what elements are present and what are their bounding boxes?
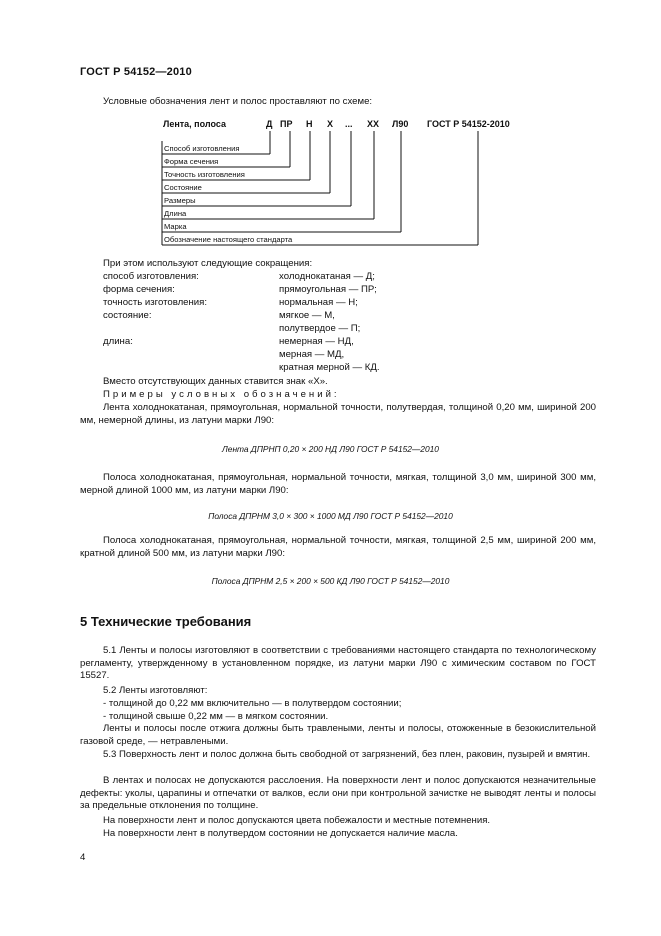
- paragraph-5-2-after: Ленты и полосы после отжига должны быть травлеными, ленты и полосы, отожженные в безокислительной газовой среде, — нетравлеными.: [80, 723, 596, 747]
- abbr-term: состояние:: [103, 310, 152, 321]
- abbr-value: мягкое — М,: [279, 310, 335, 321]
- paragraph-5-1: 5.1 Ленты и полосы изготовляют в соответствии с требованиями настоящего стандарта по технологическому регламенту, утвержденному в установленном порядке, из латуни марки Л90 с химическим составом по ГОСТ 15527.: [80, 645, 596, 682]
- scheme-label-method: Способ изготовления: [164, 144, 240, 153]
- abbr-value: нормальная — Н;: [279, 297, 358, 308]
- scheme-intro: Условные обозначения лент и полос проставляют по схеме:: [103, 96, 373, 107]
- paragraph-5-3-d: На поверхности лент в полутвердом состоянии не допускается наличие масла.: [103, 828, 458, 839]
- scheme-lead: Лента, полоса: [163, 119, 226, 129]
- example-1-text: Лента холоднокатаная, прямоугольная, нормальной точности, полутвердая, толщиной 0,20 мм, шириной 200 мм, немерной длины, из латуни марки Л90:: [80, 402, 596, 426]
- abbr-value: холоднокатаная — Д;: [279, 271, 375, 282]
- section-title: 5 Технические требования: [80, 614, 252, 629]
- page-number: 4: [80, 852, 86, 863]
- scheme-code-size: ...: [345, 119, 353, 129]
- scheme-label-accuracy: Точность изготовления: [164, 170, 245, 179]
- abbr-term: форма сечения:: [103, 284, 175, 295]
- scheme-label-length: Длина: [164, 209, 187, 218]
- scheme-label-grade: Марка: [164, 222, 187, 231]
- paragraph-5-2-item: - толщиной до 0,22 мм включительно — в полутвердом состоянии;: [103, 698, 402, 709]
- abbr-value: кратная мерной — КД.: [279, 362, 380, 373]
- abbreviations-intro: При этом используют следующие сокращения:: [103, 258, 313, 269]
- scheme-code-length: ХХ: [367, 119, 380, 129]
- example-3-text: Полоса холоднокатаная, прямоугольная, нормальной точности, мягкая, толщиной 2,5 мм, шириной 200 мм, кратной длиной 500 мм, из латуни марки Л90:: [80, 535, 596, 559]
- scheme-label-state: Состояние: [164, 183, 202, 192]
- paragraph-5-3: 5.3 Поверхность лент и полос должна быть свободной от загрязнений, без плен, раковин, пузырей и вмятин.: [103, 749, 591, 760]
- example-3-designation: Полоса ДПРНМ 2,5 × 200 × 500 КД Л90 ГОСТ Р 54152—2010: [211, 576, 450, 586]
- scheme-label-size: Размеры: [164, 196, 196, 205]
- paragraph-5-3-c: На поверхности лент и полос допускаются цвета побежалости и местные потемнения.: [103, 815, 491, 826]
- designation-scheme: [0, 0, 661, 260]
- paragraph-5-3-b: В лентах и полосах не допускаются расслоения. На поверхности лент и полос допускаются незначительные дефекты: уколы, царапины и отпечатки от валков, если они при контрольной зачистке не выводят ленты и полосы за предельные отклонения по толщине.: [80, 775, 596, 812]
- examples-title: Примеры условных обозначений:: [103, 389, 340, 400]
- paragraph-5-2-item: - толщиной свыше 0,22 мм — в мягком состоянии.: [103, 711, 329, 722]
- example-2-designation: Полоса ДПРНМ 3,0 × 300 × 1000 МД Л90 ГОСТ Р 54152—2010: [208, 511, 453, 521]
- scheme-code-method: Д: [266, 119, 273, 129]
- example-2-text: Полоса холоднокатаная, прямоугольная, нормальной точности, мягкая, толщиной 3,0 мм, шириной 300 мм, мерной длиной 1000 мм, из латуни марки Л90:: [80, 472, 596, 496]
- abbr-value: полутвердое — П;: [279, 323, 361, 334]
- scheme-code-shape: ПР: [280, 119, 293, 129]
- scheme-code-grade: Л90: [392, 119, 409, 129]
- abbr-value: прямоугольная — ПР;: [279, 284, 377, 295]
- abbr-term: способ изготовления:: [103, 271, 199, 282]
- paragraph-5-2: 5.2 Ленты изготовляют:: [103, 685, 208, 696]
- abbr-value: немерная — НД,: [279, 336, 354, 347]
- scheme-standard: ГОСТ Р 54152-2010: [427, 119, 510, 129]
- document-header: ГОСТ Р 54152—2010: [80, 66, 192, 78]
- scheme-label-shape: Форма сечения: [164, 157, 219, 166]
- abbr-value: мерная — МД,: [279, 349, 345, 360]
- scheme-code-state: Х: [327, 119, 334, 129]
- abbr-term: длина:: [103, 336, 133, 347]
- scheme-code-accuracy: Н: [306, 119, 313, 129]
- abbr-term: точность изготовления:: [103, 297, 208, 308]
- scheme-label-standard: Обозначение настоящего стандарта: [164, 235, 293, 244]
- example-1-designation: Лента ДПРНП 0,20 × 200 НД Л90 ГОСТ Р 54152—2010: [222, 444, 439, 454]
- missing-data-note: Вместо отсутствующих данных ставится знак «Х».: [103, 376, 328, 387]
